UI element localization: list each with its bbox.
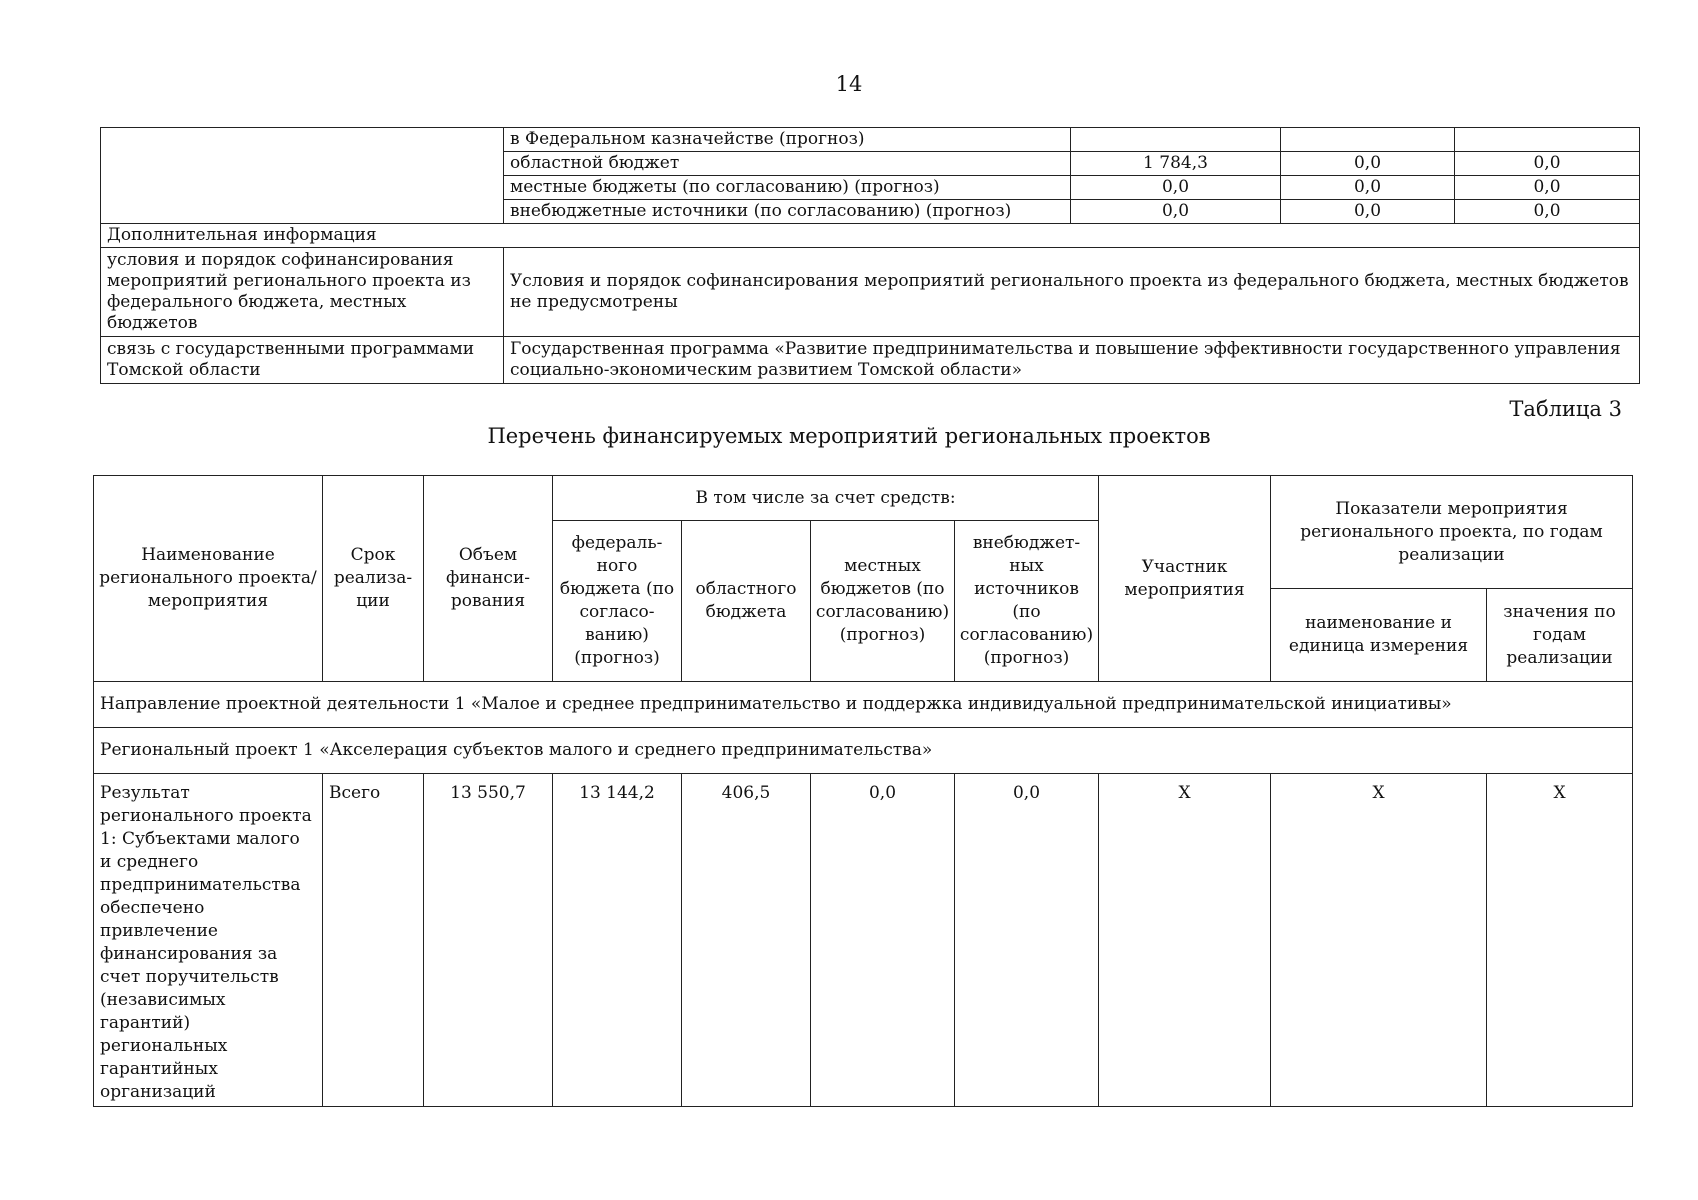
programs-label: связь с государственными программами Томской области <box>101 337 504 384</box>
header-regional: областного бюджета <box>682 521 811 682</box>
table-row <box>101 248 1640 337</box>
result-extrabudget: 0,0 <box>955 774 1099 1107</box>
header-name: Наименование регионального проекта/мероприятия <box>94 476 323 682</box>
table-row <box>94 682 1633 728</box>
direction-row: Направление проектной деятельности 1 «Малое и среднее предпринимательство и поддержка индивидуальной предпринимательской инициативы» <box>94 682 1633 728</box>
header-local: местных бюджетов (по согласованию) (прогноз) <box>811 521 955 682</box>
cofinancing-label: условия и порядок софинансирования мероприятий регионального проекта из федерального бюджета, местных бюджетов <box>101 248 504 337</box>
header-row <box>94 476 1633 521</box>
result-name: Результат регионального проекта 1: Субъектами малого и среднего предпринимательства обеспечено привлечение финансирования за счет поручительств (независимых гарантий) региональных гарантийных организаций <box>94 774 323 1107</box>
funding-value: 0,0 <box>1455 176 1640 200</box>
table-number-label: Таблица 3 <box>1509 397 1622 421</box>
funding-value: 1 784,3 <box>1071 152 1281 176</box>
header-federal: федераль-ного бюджета (по согласо-ванию) (прогноз) <box>553 521 682 682</box>
funding-value <box>1281 128 1455 152</box>
funding-value: 0,0 <box>1455 152 1640 176</box>
funding-value: 0,0 <box>1281 176 1455 200</box>
funding-label: местные бюджеты (по согласованию) (прогноз) <box>504 176 1071 200</box>
table-title: Перечень финансируемых мероприятий региональных проектов <box>487 424 1211 448</box>
result-regional: 406,5 <box>682 774 811 1107</box>
header-including: В том числе за счет средств: <box>553 476 1099 521</box>
header-indicator-values: значения по годам реализации <box>1487 589 1633 682</box>
result-local: 0,0 <box>811 774 955 1107</box>
header-term: Срок реализа-ции <box>323 476 424 682</box>
table-row <box>94 774 1633 1107</box>
funding-label: в Федеральном казначействе (прогноз) <box>504 128 1071 152</box>
result-indicator-values: Х <box>1487 774 1633 1107</box>
header-participant: Участник мероприятия <box>1099 476 1271 682</box>
project-row: Региональный проект 1 «Акселерация субъектов малого и среднего предпринимательства» <box>94 728 1633 774</box>
header-volume: Объем финанси-рования <box>424 476 553 682</box>
page-number: 14 <box>835 72 863 96</box>
table-row <box>101 128 1640 152</box>
funding-label: областной бюджет <box>504 152 1071 176</box>
funding-value <box>1071 128 1281 152</box>
result-federal: 13 144,2 <box>553 774 682 1107</box>
additional-info-heading: Дополнительная информация <box>101 224 1640 248</box>
cofinancing-value: Условия и порядок софинансирования мероприятий регионального проекта из федерального бюджета, местных бюджетов не предусмотрены <box>504 248 1640 337</box>
result-volume: 13 550,7 <box>424 774 553 1107</box>
funding-value: 0,0 <box>1281 200 1455 224</box>
table-row <box>94 728 1633 774</box>
header-indicators: Показатели мероприятия регионального проекта, по годам реализации <box>1271 476 1633 589</box>
funding-value: 0,0 <box>1071 200 1281 224</box>
table-row <box>101 337 1640 384</box>
result-indicator-name: Х <box>1271 774 1487 1107</box>
programs-value: Государственная программа «Развитие предпринимательства и повышение эффективности государственного управления социально-экономическим развитием Томской области» <box>504 337 1640 384</box>
funding-value: 0,0 <box>1071 176 1281 200</box>
funding-label: внебюджетные источники (по согласованию) (прогноз) <box>504 200 1071 224</box>
empty-cell <box>101 128 504 224</box>
funding-value: 0,0 <box>1281 152 1455 176</box>
table-row <box>101 224 1640 248</box>
header-extrabudget: внебюджет-ных источников (по согласованию) (прогноз) <box>955 521 1099 682</box>
header-indicator-name: наименование и единица измерения <box>1271 589 1487 682</box>
funding-sources-table <box>100 127 1640 384</box>
funding-value <box>1455 128 1640 152</box>
funding-value: 0,0 <box>1455 200 1640 224</box>
financed-activities-table <box>93 475 1633 1107</box>
result-participant: Х <box>1099 774 1271 1107</box>
result-term: Всего <box>323 774 424 1107</box>
